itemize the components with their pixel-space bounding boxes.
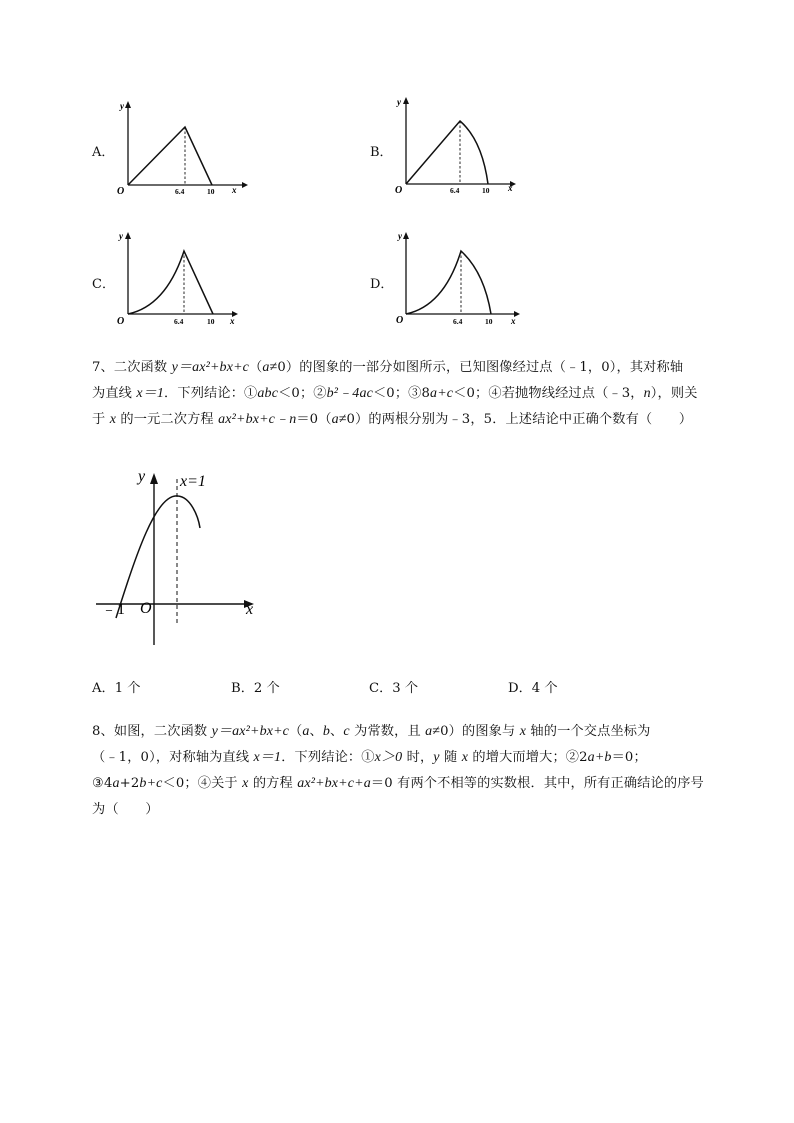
graph-curve — [128, 251, 213, 314]
x-label: x — [232, 185, 237, 195]
q8-line-1: 8、如图，二次函数 y＝ax²+bx+c（a、b、c 为常数，且 a≠0）的图象与 x 轴的一个交点坐标为 — [92, 724, 651, 739]
q8-line-4: 为（ ） — [92, 802, 159, 817]
x-axis-arrow — [242, 182, 248, 188]
tick-label-end: 10 — [207, 317, 215, 326]
q7-parabola-graph — [96, 465, 266, 650]
graph-b — [390, 92, 526, 200]
option-a-label: A． — [92, 145, 115, 160]
tick-label-end: 10 — [485, 317, 493, 326]
q8-line-3: ③4a+2b+c＜0；④关于 x 的方程 ax²+bx+c+a＝0 有两个不相等的实数根．其中，所有正确结论的序号 — [92, 776, 704, 791]
graph-a — [112, 96, 248, 204]
y-axis-arrow — [403, 97, 409, 104]
graph-c — [112, 226, 248, 334]
q7-line-3: 于 x 的一元二次方程 ax²+bx+c﹣n＝0（a≠0）的两根分别为﹣3，5．上述结论中正确个数有（ ） — [92, 412, 693, 427]
origin-label: O — [117, 186, 125, 197]
y-axis-arrow — [403, 232, 409, 239]
x-label: x — [246, 601, 254, 618]
y-label: y — [398, 231, 402, 241]
q8-line-2: （﹣1，0），对称轴为直线 x＝1．下列结论：①x＞0 时，y 随 x 的增大而增大；②2a+b＝0； — [92, 750, 647, 765]
choice-d: D．4 个 — [508, 681, 558, 696]
neg-one-label: ﹣1 — [101, 601, 126, 618]
y-label: y — [397, 97, 401, 107]
tick-label-end: 10 — [482, 186, 490, 195]
origin-label: O — [396, 315, 404, 326]
graph-curve — [128, 127, 212, 185]
question-8-text — [92, 719, 752, 823]
x-label: x — [511, 316, 516, 326]
option-d-label: D． — [370, 277, 394, 292]
tick-label-mid: 6.4 — [450, 186, 460, 195]
origin-label: O — [117, 316, 125, 327]
graph-d — [392, 226, 528, 334]
option-c-label: C． — [92, 277, 115, 292]
y-axis-arrow — [150, 473, 158, 484]
symmetry-label: x=1 — [180, 473, 206, 490]
option-b-label: B． — [370, 145, 393, 160]
y-label: y — [120, 101, 124, 111]
tick-label-mid: 6.4 — [453, 317, 463, 326]
question-7-text — [92, 355, 752, 433]
q7-line-2: 为直线 x＝1．下列结论：①abc＜0；②b²﹣4ac＜0；③8a+c＜0；④若抛物线经过点（﹣3，n），则关 — [92, 386, 698, 401]
x-label: x — [230, 316, 235, 326]
y-label: y — [138, 468, 146, 485]
y-axis-arrow — [125, 232, 131, 239]
choice-a: A．1 个 — [92, 681, 141, 696]
tick-label-mid: 6.4 — [175, 187, 185, 196]
y-axis-arrow — [125, 101, 131, 108]
q7-line-1: 7、二次函数 y＝ax²+bx+c（a≠0）的图象的一部分如图所示，已知图像经过点（﹣1，0），其对称轴 — [92, 360, 684, 375]
tick-label-mid: 6.4 — [174, 317, 184, 326]
choice-c: C．3 个 — [369, 681, 419, 696]
origin-label: O — [140, 600, 152, 617]
y-label: y — [119, 231, 123, 241]
graph-curve — [406, 251, 491, 314]
parabola-curve — [116, 496, 200, 618]
q7-choices — [92, 677, 692, 699]
origin-label: O — [395, 185, 403, 196]
x-label: x — [508, 183, 513, 193]
choice-b: B．2 个 — [231, 681, 280, 696]
tick-label-end: 10 — [207, 187, 215, 196]
graph-curve — [406, 121, 488, 184]
